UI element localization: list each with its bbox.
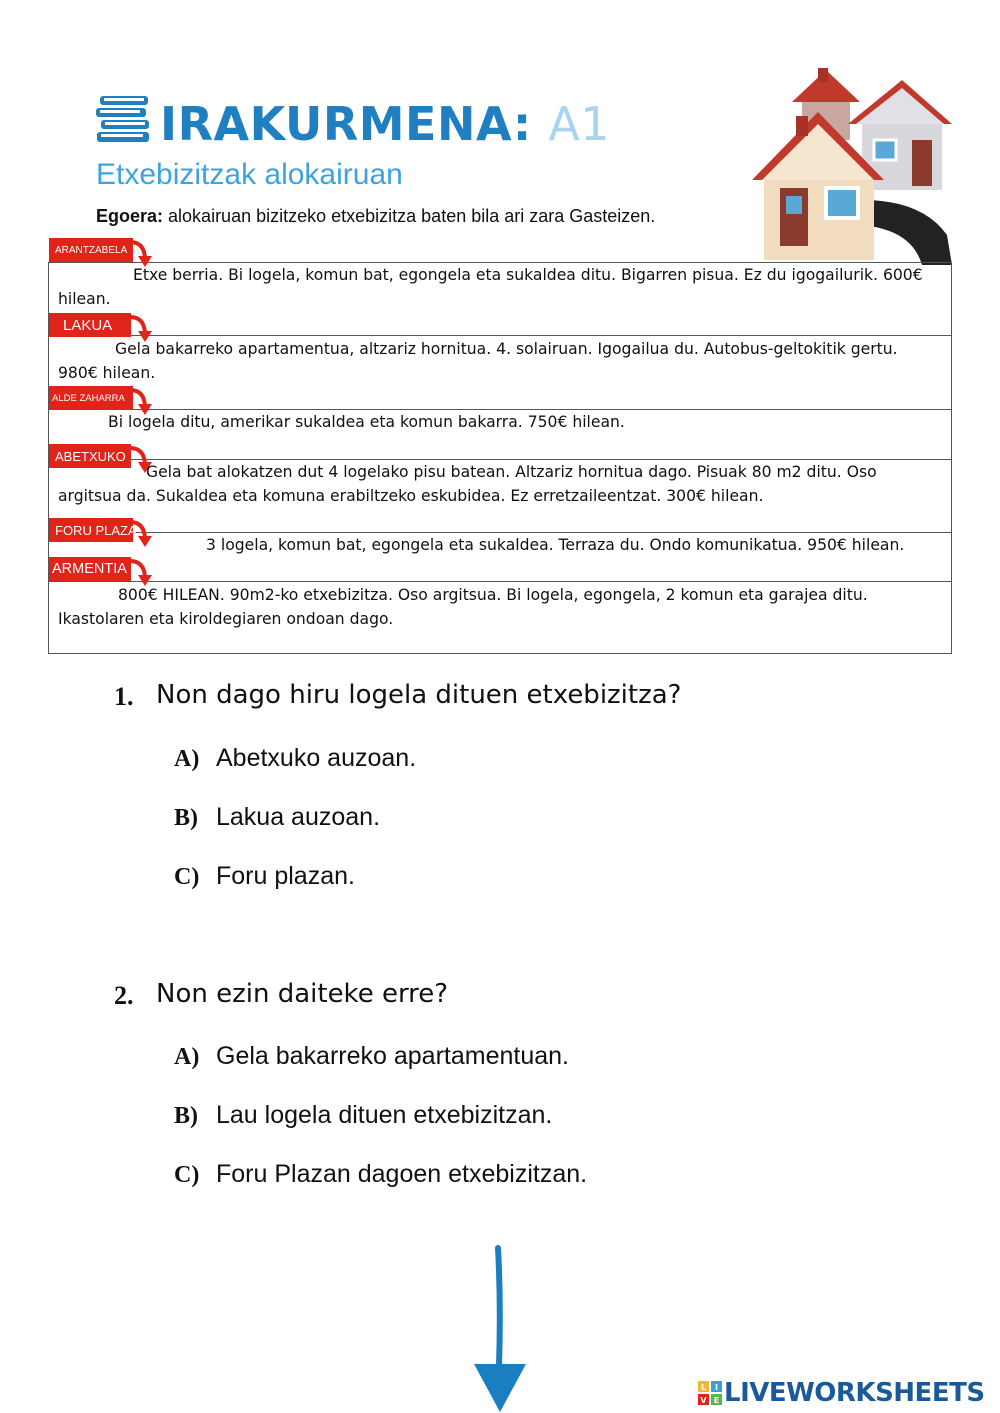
subtitle: Etxebizitzak alokairuan (96, 158, 403, 191)
title-main: IRAKURMENA: (160, 97, 532, 151)
row-separator (49, 459, 951, 460)
listing-text-abetxuko: Gela bat alokatzen dut 4 logelako pisu batean. Altzariz hornitua dago. Pisuak 80 m2 ditu. Oso argitsua da. Sukaldea eta komuna erabiltzeko eskubidea. Ez erretzaileentzat. 300€ hilean. (58, 463, 877, 505)
q2-option-b[interactable]: Lau logela dituen etxebizitzan. (216, 1101, 553, 1129)
listing-text-alde-zaharra: Bi logela ditu, amerikar sukaldea eta komun bakarra. 750€ hilean. (108, 413, 625, 431)
q2-option-b-letter[interactable]: B) (174, 1103, 198, 1129)
question-2-text: Non ezin daiteke erre? (156, 979, 449, 1009)
question-2-number: 2. (114, 981, 134, 1010)
q1-option-b[interactable]: Lakua auzoan. (216, 803, 381, 831)
tag-alde-zaharra: ALDE ZAHARRA (49, 386, 133, 410)
situation-label: Egoera: (96, 206, 164, 226)
tag-arantzabela: ARANTZABELA (49, 238, 133, 262)
q2-option-c[interactable]: Foru Plazan dagoen etxebizitzan. (216, 1160, 588, 1188)
row-separator (49, 335, 951, 336)
tag-lakua: LAKUA (49, 313, 131, 337)
q1-option-c[interactable]: Foru plazan. (216, 862, 355, 890)
question-1-text: Non dago hiru logela dituen etxebizitza? (156, 680, 682, 710)
tag-abetxuko: ABETXUKO (49, 444, 131, 468)
houses-illustration (752, 60, 957, 265)
liveworksheets-logo (698, 1378, 985, 1408)
books-icon (96, 94, 152, 146)
down-arrow-icon (470, 1244, 530, 1413)
title-level: A1 (548, 97, 611, 151)
listing-text-arantzabela: Etxe berria. Bi logela, komun bat, egongela eta sukaldea ditu. Bigarren pisua. Ez du igogailurik. 600€ hilean. (58, 266, 923, 308)
situation (96, 204, 655, 228)
lw-icon-letter: I (715, 1383, 718, 1392)
page-title (160, 96, 610, 152)
q2-option-c-letter[interactable]: C) (174, 1162, 200, 1188)
q1-option-b-letter[interactable]: B) (174, 805, 198, 831)
lw-icon-letter: V (700, 1396, 707, 1405)
lw-icon-letter: L (700, 1383, 707, 1392)
q1-option-a-letter[interactable]: A) (174, 746, 200, 772)
tag-foru-plaza: FORU PLAZA (49, 518, 133, 542)
row-separator (49, 409, 951, 410)
liveworksheets-icon (698, 1381, 722, 1405)
q2-option-a-letter[interactable]: A) (174, 1044, 200, 1070)
listing-text-armentia: 800€ HILEAN. 90m2-ko etxebizitza. Oso argitsua. Bi logela, egongela, 2 komun eta garajea ditu. Ikastolaren eta kiroldegiaren ondoan dago. (58, 586, 868, 628)
row-separator (49, 532, 951, 533)
situation-text: alokairuan bizitzeko etxebizitza baten bila ari zara Gasteizen. (163, 206, 656, 226)
lw-icon-letter: E (713, 1396, 720, 1405)
row-separator (49, 581, 951, 582)
q1-option-c-letter[interactable]: C) (174, 864, 200, 890)
curved-arrow-icon (128, 557, 154, 587)
q2-option-a[interactable]: Gela bakarreko apartamentuan. (216, 1042, 569, 1070)
q1-option-a[interactable]: Abetxuko auzoan. (216, 744, 417, 772)
question-1-number: 1. (114, 682, 134, 711)
listing-text-foru-plaza: 3 logela, komun bat, egongela eta sukaldea. Terraza du. Ondo komunikatua. 950€ hilean. (206, 536, 905, 554)
listing-text-lakua: Gela bakarreko apartamentua, altzariz hornitua. 4. solairuan. Igogailua du. Autobus-geltokitik gertu. 980€ hilean. (58, 340, 898, 382)
tag-armentia: ARMENTIA (49, 557, 131, 581)
liveworksheets-brand[interactable]: LIVEWORKSHEETS (724, 1378, 985, 1408)
